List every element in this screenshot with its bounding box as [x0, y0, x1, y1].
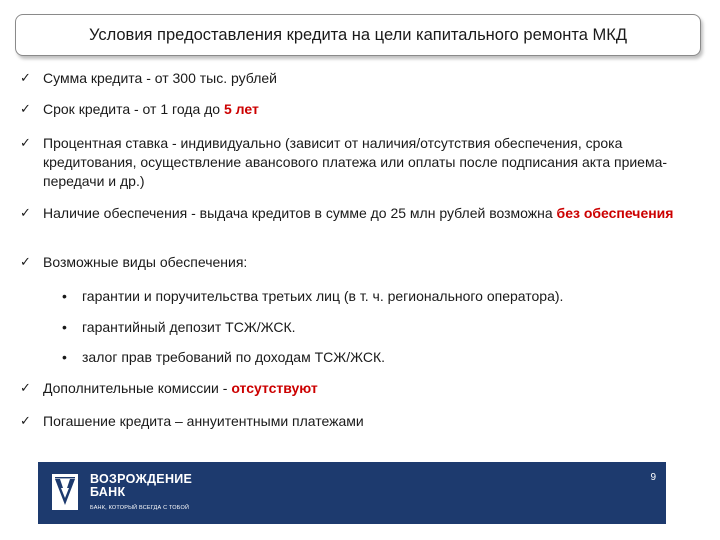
list-item-text: Дополнительные комиссии -	[43, 380, 232, 396]
sub-list-item	[62, 348, 385, 367]
checkmark-icon: ✓	[20, 71, 31, 86]
bullet-icon: •	[62, 319, 67, 335]
list-item	[20, 412, 680, 431]
list-item	[20, 100, 680, 119]
list-item-text: Наличие обеспечения - выдача кредитов в сумме до 25 млн рублей возможна	[43, 205, 557, 221]
slide-title	[15, 14, 701, 56]
checkmark-icon: ✓	[20, 414, 31, 429]
list-item-highlight: без обеспечения	[556, 205, 674, 221]
list-item-text: Сумма кредита - от 300 тыс. рублей	[43, 70, 277, 86]
bullet-icon: •	[62, 349, 67, 365]
bullet-icon: •	[62, 288, 67, 304]
list-item-text: Процентная ставка - индивидуально (зависит от наличия/отсутствия обеспечения, срока кредитования, осуществление авансового платежа или оплаты после подписания акта приема-передачи и др.)	[43, 135, 668, 189]
sub-list-item	[62, 318, 296, 337]
list-item	[20, 253, 680, 272]
list-item-highlight: 5 лет	[223, 101, 259, 117]
list-item-text: Срок кредита - от 1 года до	[43, 101, 224, 117]
checkmark-icon: ✓	[20, 136, 31, 151]
list-item	[20, 379, 680, 398]
page-number: 9	[650, 472, 656, 483]
checkmark-icon: ✓	[20, 381, 31, 396]
sub-list-item	[62, 287, 563, 306]
list-item-highlight: отсутствуют	[231, 380, 318, 396]
list-item	[20, 204, 680, 223]
footer-banner	[38, 462, 666, 524]
list-item-text: Возможные виды обеспечения:	[43, 254, 248, 270]
checkmark-icon: ✓	[20, 255, 31, 270]
bank-slogan: БАНК, КОТОРЫЙ ВСЕГДА С ТОБОЙ	[90, 505, 190, 511]
list-item	[20, 134, 680, 191]
checkmark-icon: ✓	[20, 206, 31, 221]
list-item	[20, 69, 680, 88]
slide-title-text: Условия предоставления кредита на цели капитального ремонта МКД	[88, 25, 628, 44]
sub-list-item-text: гарантийный депозит ТСЖ/ЖСК.	[82, 319, 296, 335]
list-item-text: Погашение кредита – аннуитентными платежами	[43, 413, 364, 429]
bank-logo-icon	[52, 474, 78, 510]
bank-name	[90, 473, 192, 499]
bank-name-line: ВОЗРОЖДЕНИЕ	[90, 472, 193, 486]
sub-list-item-text: гарантии и поручительства третьих лиц (в т. ч. регионального оператора).	[82, 288, 564, 304]
sub-list-item-text: залог прав требований по доходам ТСЖ/ЖСК.	[82, 349, 386, 365]
checkmark-icon: ✓	[20, 102, 31, 117]
bank-name-line: БАНК	[90, 485, 126, 499]
